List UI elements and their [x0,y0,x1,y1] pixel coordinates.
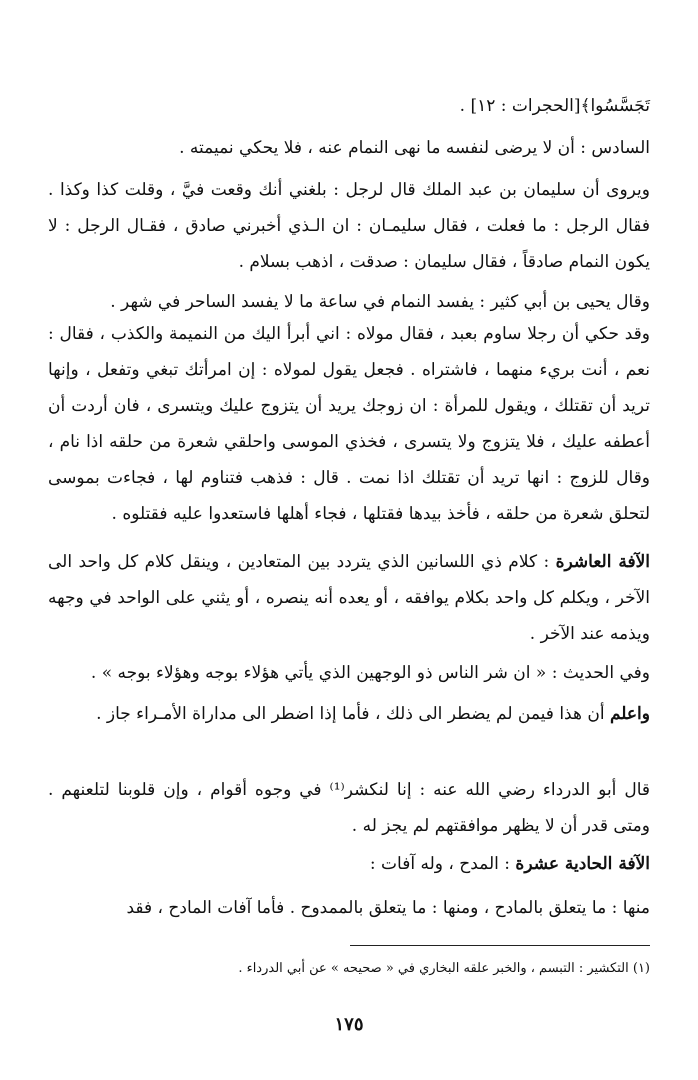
paragraph-text: تَجَسَّسُوا﴾[الحجرات : ١٢] . [459,96,650,116]
paragraph-verse-end [48,88,650,124]
paragraph-know [48,696,650,732]
footnote-divider [350,945,650,946]
lead-word: واعلم [609,704,650,724]
paragraph-praise-types [48,890,650,926]
section-heading: الآفة العاشرة [555,552,650,572]
footnote: (١) التكشير : التبسم ، والخبر علقه البخاري في « صحيحه » عن أبي الدرداء . [238,961,650,976]
page-number: ١٧٥ [334,1014,364,1035]
paragraph-text: ويروى أن سليمان بن عبد الملك قال لرجل : بلغني أنك وقعت فيَّ ، وقلت كذا وكذا . فقال الرجل : ما فعلت ، فقال سليمـان : ان الـذي أخبرني صادق ، فقـال الرجل : لا يكون النمام صادقاً ، فقال سليمان : صدقت ، اذهب بسلام . [48,180,650,272]
paragraph-text: أن هذا فيمن لم يضطر الى ذلك ، فأما إذا اضطر الى مداراة الأمـراء جاز . [96,704,610,724]
paragraph-abu-darda [48,772,650,844]
paragraph-text: وقال يحيى بن أبي كثير : يفسد النمام في ساعة ما لا يفسد الساحر في شهر . [110,292,650,312]
paragraph-text: : كلام ذي اللسانين الذي يتردد بين المتعادين ، وينقل كلام كل واحد الى الآخر ، ويكلم كل واحد بكلام يوافقه ، أو يعده أنه ينصره ، أو يثني على الواحد في وجهه ويذمه عند الآخر . [48,552,650,644]
paragraph-text: وفي الحديث : « ان شر الناس ذو الوجهين الذي يأتي هؤلاء بوجه وهؤلاء بوجه » . [90,663,650,683]
paragraph-text: : المدح ، وله آفات : [369,854,516,874]
paragraph-slave-story [48,316,650,532]
paragraph-text: وقد حكي أن رجلا ساوم بعبد ، فقال مولاه : اني أبرأ اليك من النميمة والكذب ، فقال : نعم ، أنت بريء منهما ، فاشتراه . فجعل يقول لمولاه : إن امرأتك تبغي وتفعل ، وإنها تريد أن تقتلك ، ويقول للمرأة : ان زوجك يريد أن يتزوج عليك ويتسرى ، فان أردت أن أعطفه عليك ، فلا يتزوج ولا يتسرى ، فخذي الموسى واحلقي شعرة من حلقه اذا نام ، وقال للزوج : انها تريد أن تقتلك اذا نمت . قال : فذهب فتناوم لها ، فجاءت بموسى لتحلق شعرة من حلقه ، فأخذ بيدها فقتلها ، فجاء أهلها فاستعدوا عليه فقتلوه . [48,324,650,524]
paragraph-tenth-affliction [48,544,650,652]
paragraph-sixth [48,130,650,166]
paragraph-sulayman-story [48,172,650,280]
section-heading: الآفة الحادية عشرة [515,854,650,874]
paragraph-eleventh-affliction [48,846,650,882]
paragraph-text: قال أبو الدرداء رضي الله عنه : إنا لنكشر⁽¹⁾ في وجوه أقوام ، وإن قلوبنا لتلعنهم . ومتى قدر أن لا يظهر موافقتهم لم يجز له . [48,780,651,836]
paragraph-hadith [48,655,650,691]
paragraph-yahya-quote [48,284,650,320]
paragraph-text: منها : ما يتعلق بالمادح ، ومنها : ما يتعلق بالممدوح . فأما آفات المادح ، فقد [126,898,650,918]
paragraph-text: السادس : أن لا يرضى لنفسه ما نهى النمام عنه ، فلا يحكي نميمته . [179,138,650,158]
